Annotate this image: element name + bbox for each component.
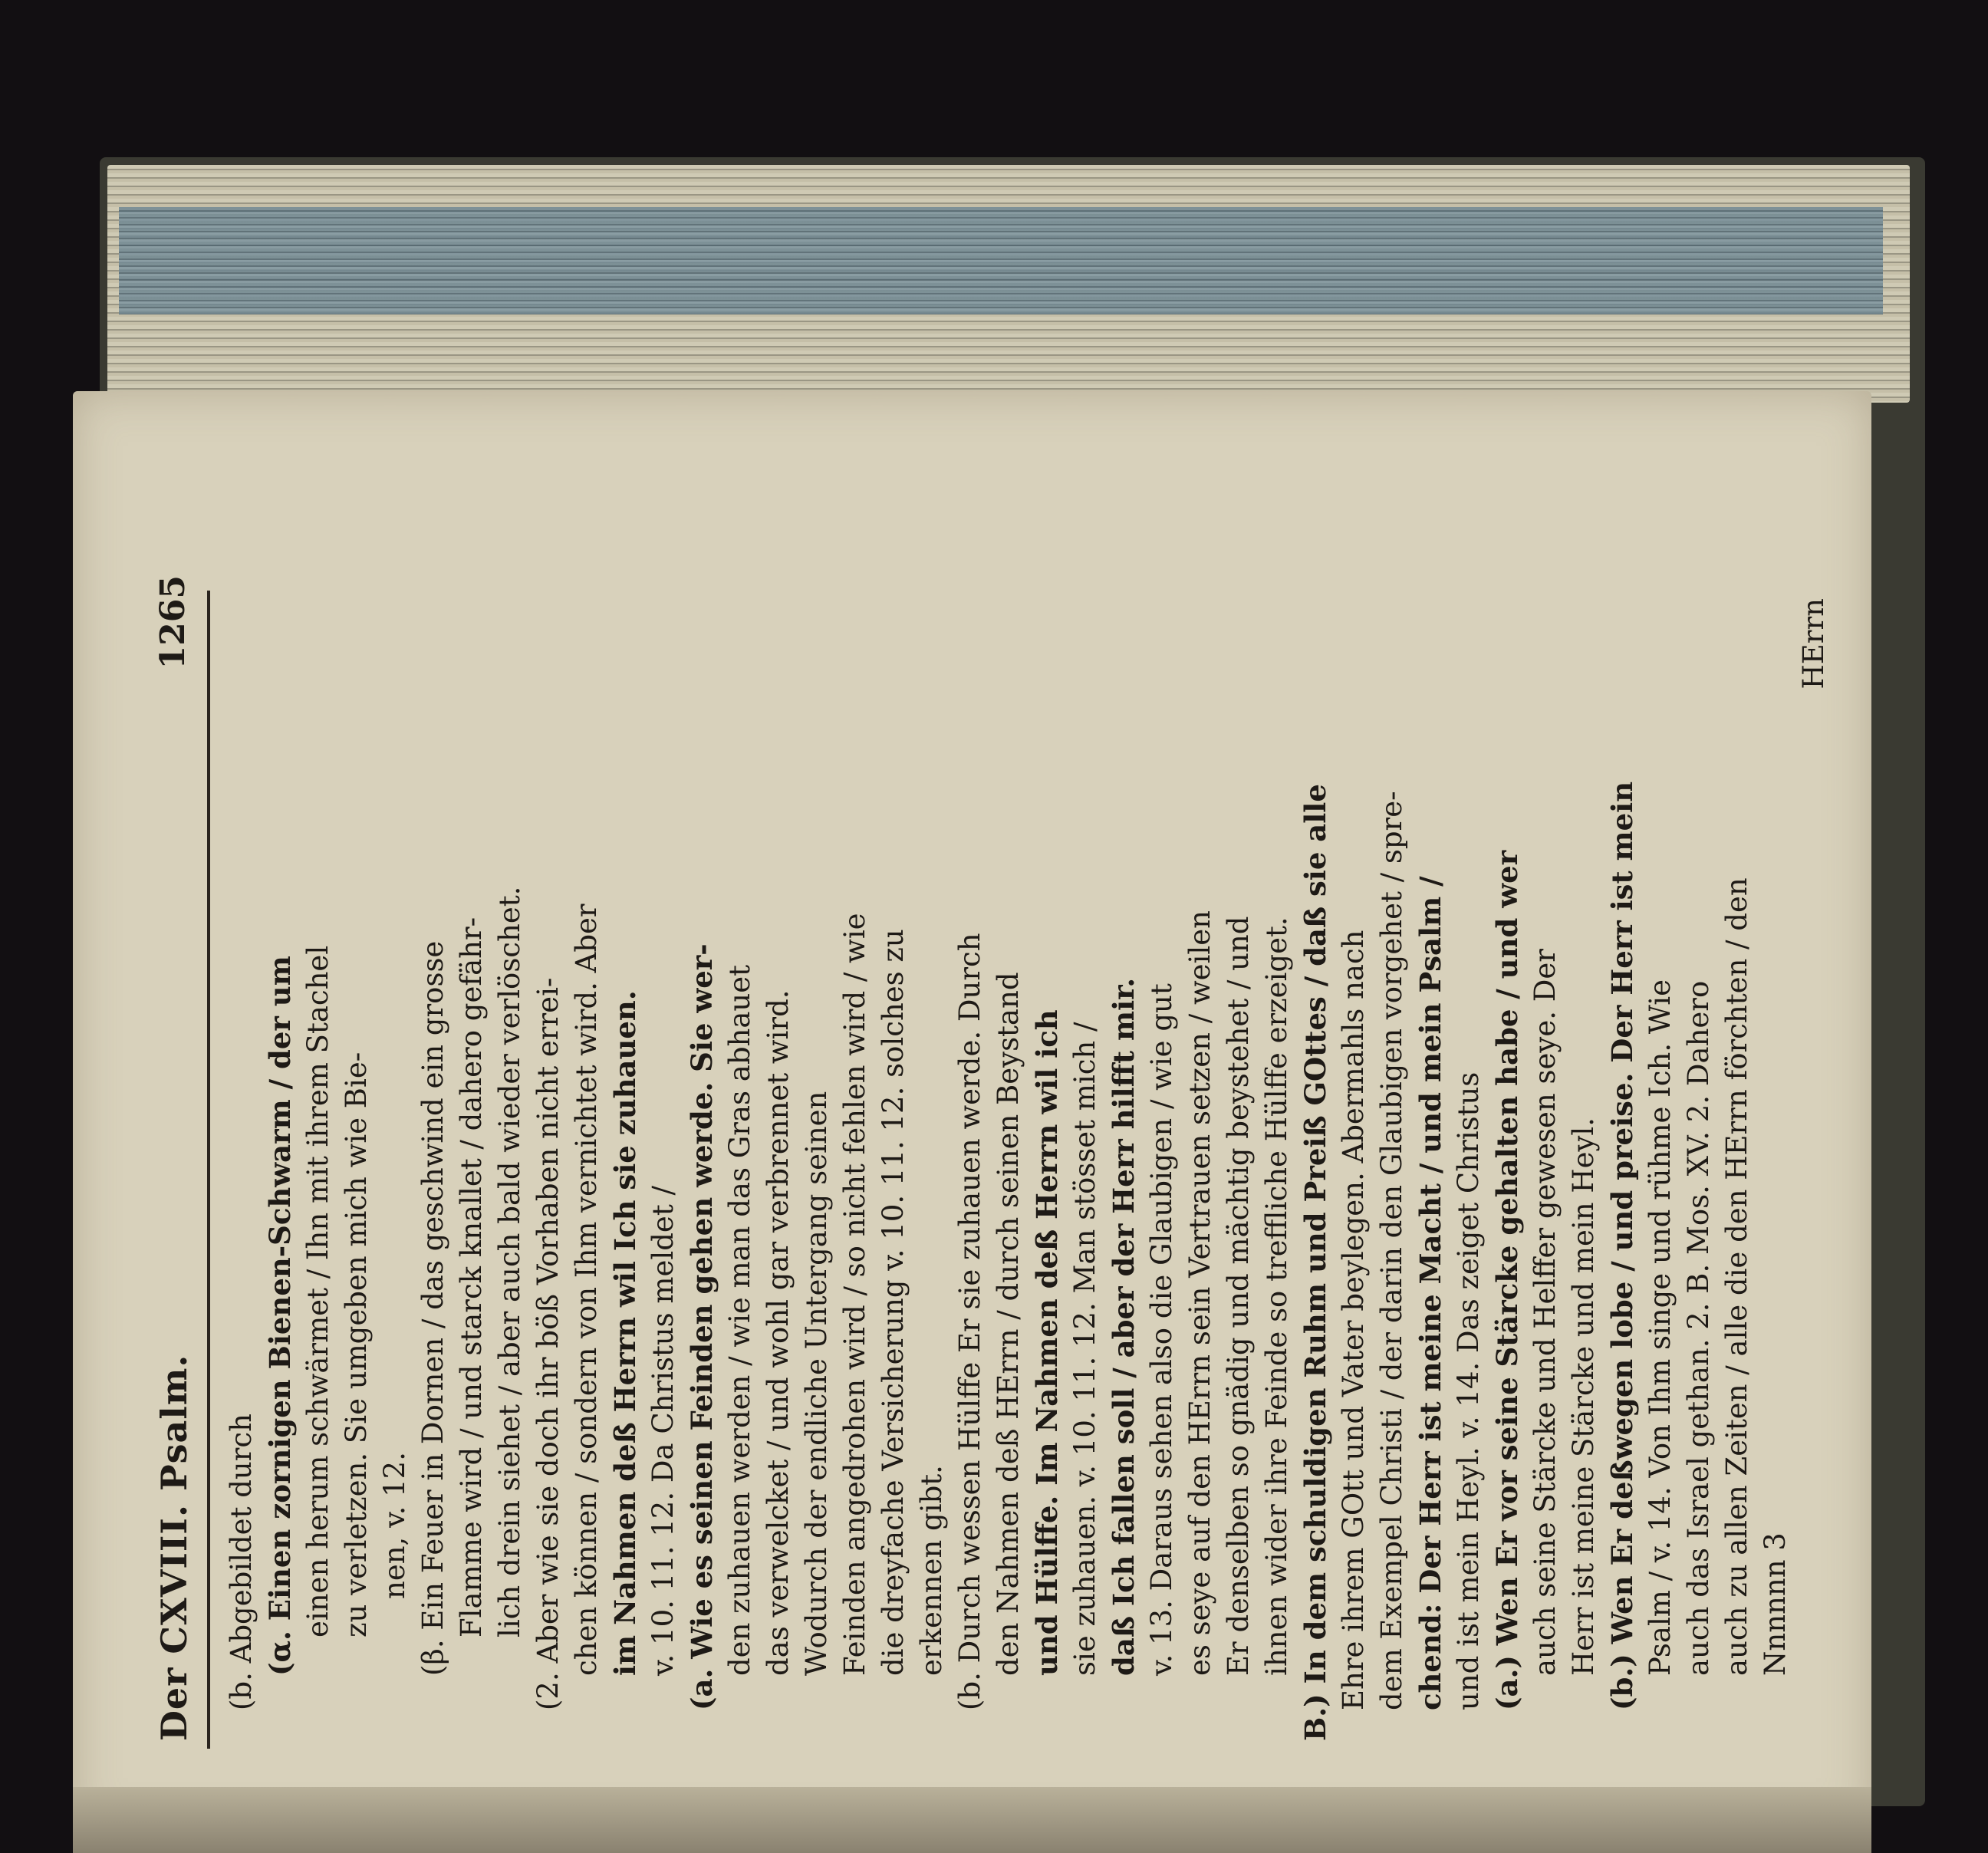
text-line: auch seine Stärcke und Helffer gewesen seye. Der [1529, 949, 1562, 1676]
page-gutter [73, 1787, 1871, 1853]
text-line: lich drein siehet / aber auch bald wieder verlöschet. [493, 886, 526, 1637]
text-line: nen, v. 12. [378, 1452, 411, 1599]
text-line: dem Exempel Christi / der darin den Glaubigen vorgehet / spre- [1375, 791, 1408, 1710]
text-line: Flamme wird / und starck knallet / dahero gefähr- [455, 917, 488, 1637]
text-line: erkennen gibt. [915, 1465, 948, 1676]
catchword-line [1795, 583, 1833, 1741]
text-line: auch das Israel gethan. 2. B. Mos. XV. 2. Dahero [1682, 980, 1715, 1676]
text-line: (2. Aber wie sie doch ihr böß Vorhaben nicht errei- [532, 977, 564, 1710]
text-line: Ehre ihrem GOtt und Vater beylegen. Abermahls nach [1337, 930, 1370, 1710]
text-line: Psalm / v. 14. Von Ihm singe und rühme Ich. Wie [1644, 979, 1677, 1676]
catchword: HErrn [1797, 598, 1830, 690]
text-line: (b. Abgebildet durch [225, 1414, 258, 1710]
text-line: v. 13. Daraus sehen also die Glaubigen / wie gut [1145, 983, 1178, 1676]
text-line: chend: Der Herr ist meine Macht / und mein Psalm / [1414, 876, 1447, 1710]
text-line: das verwelcket / und wohl gar verbrennet wird. [762, 989, 795, 1676]
text-line: chen können / sondern von Ihm vernichtet wird. Aber [570, 903, 603, 1676]
text-line: auch zu allen Zeiten / alle die den HErrn förchten / den [1720, 877, 1753, 1676]
running-title: Der CXVIII. Psalm. [153, 1354, 195, 1741]
text-line: den Nahmen deß HErrn / durch seinen Beystand [992, 972, 1025, 1676]
text-line: zu verletzen. Sie umgeben mich wie Bie- [340, 1052, 373, 1637]
text-line: Wodurch der endliche Untergang seinen [800, 1091, 833, 1676]
page-text-rotated [153, 552, 1830, 1764]
text-line: Er denselben so gnädig und mächtig beystehet / und [1222, 916, 1255, 1676]
text-line: B.) In dem schuldigen Ruhm und Preiß GOttes / daß sie alle [1298, 784, 1332, 1741]
text-line: im Nahmen deß Herrn wil Ich sie zuhauen. [608, 990, 642, 1676]
rotated-text-block [153, 552, 1830, 1764]
text-line: und Hülffe. Im Nahmen deß Herrn wil ich [1030, 1009, 1064, 1676]
text-line: einen herum schwärmet / Ihn mit ihrem Stachel [301, 945, 334, 1637]
text-line: (a. Wie es seinen Feinden gehen werde. Sie wer- [685, 943, 719, 1710]
text-line: es seye auf den HErrn sein Vertrauen setzen / weilen [1183, 910, 1216, 1676]
text-line: (b. Durch wessen Hülffe Er sie zuhauen werde. Durch [953, 933, 986, 1710]
text-line: Nnnnnn 3 [1759, 1532, 1792, 1676]
text-line: Herr ist meine Stärcke und mein Heyl. [1567, 1117, 1600, 1676]
text-line: (a.) Wen Er vor seine Stärcke gehalten habe / und wer [1490, 850, 1524, 1710]
page-body [222, 583, 1833, 1741]
text-line: (b.) Wen Er deßwegen lobe / und preise. Der Herr ist mein [1605, 781, 1639, 1710]
text-line: ihnen wider ihre Feinde so treffliche Hülffe erzeiget. [1260, 917, 1293, 1676]
text-line: die dreyfache Versicherung v. 10. 11. 12. solches zu [877, 929, 910, 1676]
blue-sprinkled-edge [119, 207, 1883, 314]
page-header [153, 575, 207, 1741]
text-line: und ist mein Heyl. v. 14. Das zeiget Christus [1452, 1071, 1485, 1710]
header-rule [207, 591, 210, 1749]
text-line: (α. Einen zornigen Bienen-Schwarm / der um [263, 956, 297, 1676]
text-line: v. 10. 11. 12. Da Christus meldet / [647, 1186, 680, 1676]
text-line: den zuhauen werden / wie man das Gras abhauet [723, 964, 756, 1676]
text-line: daß Ich fallen soll / aber der Herr hilfft mir. [1107, 977, 1140, 1676]
page-number: 1265 [153, 575, 193, 670]
text-line: Feinden angedrohen wird / so nicht fehlen wird / wie [838, 913, 871, 1676]
text-line: (β. Ein Feuer in Dornen / das geschwind ein grosse [416, 940, 449, 1676]
text-line: sie zuhauen. v. 10. 11. 12. Man stösset mich / [1068, 1022, 1101, 1676]
